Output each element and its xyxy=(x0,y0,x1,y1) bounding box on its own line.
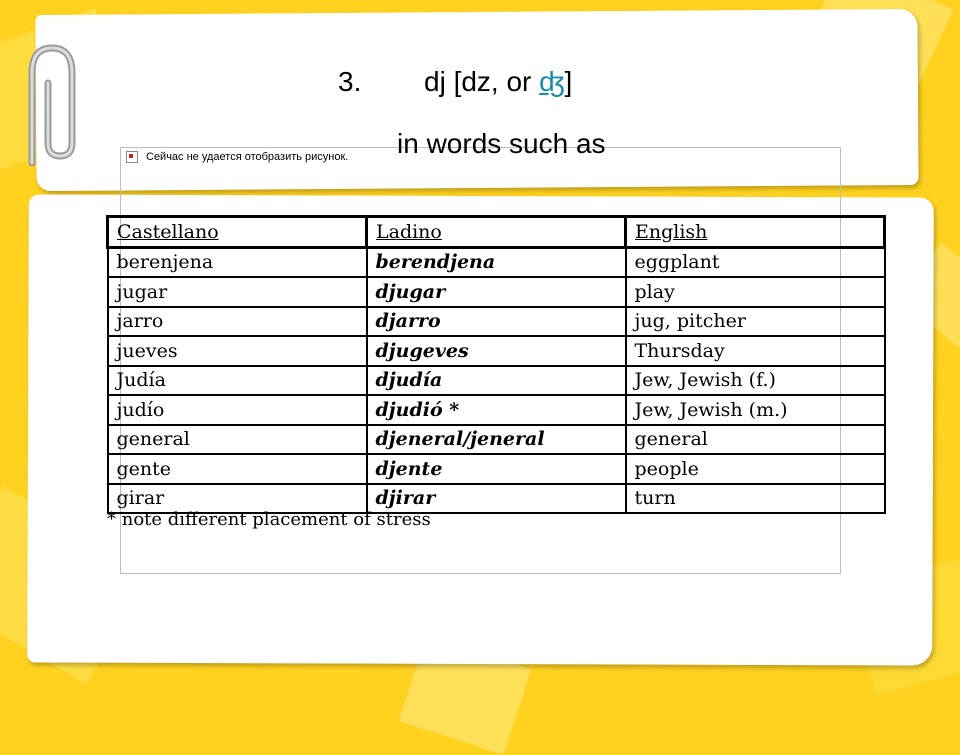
ladino-cell: djugar xyxy=(367,277,626,307)
ladino-cell: djente xyxy=(367,454,626,484)
slide-number: 3. xyxy=(338,66,362,97)
english-cell: Jew, Jewish (f.) xyxy=(626,366,885,396)
broken-image-text: Сейчас не удается отобразить рисунок. xyxy=(146,151,349,163)
table-header-row xyxy=(108,217,885,248)
table-row xyxy=(108,277,885,307)
english-cell: play xyxy=(626,277,885,307)
castellano-cell: general xyxy=(108,425,367,455)
castellano-cell: Judía xyxy=(108,366,367,396)
header-english: English xyxy=(626,217,885,248)
castellano-cell: girar xyxy=(108,484,367,514)
english-cell: general xyxy=(626,425,885,455)
table-row xyxy=(108,336,885,366)
english-cell: jug, pitcher xyxy=(626,307,885,337)
castellano-cell: judío xyxy=(108,395,367,425)
table-row xyxy=(108,307,885,337)
table-row xyxy=(108,366,885,396)
footnote: * note different placement of stress xyxy=(107,509,431,530)
table-row xyxy=(108,425,885,455)
paperclip-icon xyxy=(12,38,87,173)
english-cell: turn xyxy=(626,484,885,514)
heading-end: ] xyxy=(564,66,573,97)
header-castellano: Castellano xyxy=(108,217,367,248)
table-row xyxy=(108,395,885,425)
ladino-cell: berendjena xyxy=(367,247,626,277)
ipa-link[interactable]: ʤ xyxy=(539,66,565,97)
ladino-cell: djeneral/jeneral xyxy=(367,425,626,455)
ladino-cell: djugeves xyxy=(367,336,626,366)
castellano-cell: jugar xyxy=(108,277,367,307)
castellano-cell: jueves xyxy=(108,336,367,366)
ladino-cell: djudió * xyxy=(367,395,626,425)
header-ladino: Ladino xyxy=(367,217,626,248)
ladino-cell: djarro xyxy=(367,307,626,337)
heading-text: dj [dz, or xyxy=(424,66,540,97)
table-row xyxy=(108,454,885,484)
english-cell: eggplant xyxy=(626,247,885,277)
broken-image-placeholder xyxy=(126,151,348,163)
vocabulary-table xyxy=(106,215,886,514)
table-row xyxy=(108,247,885,277)
castellano-cell: jarro xyxy=(108,307,367,337)
slide-subtitle: in words such as xyxy=(397,128,606,159)
english-cell: Thursday xyxy=(626,336,885,366)
ladino-cell: djirar xyxy=(367,484,626,514)
broken-image-icon xyxy=(126,151,138,163)
slide-title xyxy=(338,66,572,98)
castellano-cell: berenjena xyxy=(108,247,367,277)
castellano-cell: gente xyxy=(108,454,367,484)
english-cell: people xyxy=(626,454,885,484)
ladino-cell: djudía xyxy=(367,366,626,396)
english-cell: Jew, Jewish (m.) xyxy=(626,395,885,425)
